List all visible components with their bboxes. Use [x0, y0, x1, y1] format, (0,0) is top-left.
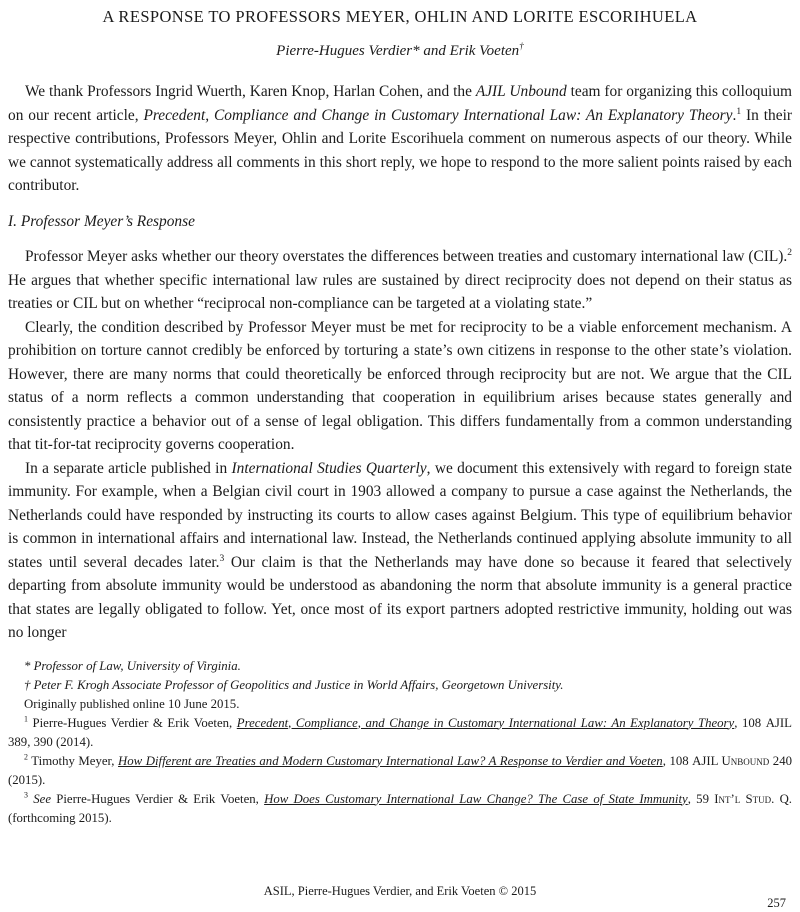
text-run: I. Professor Meyer’s Response [8, 212, 195, 230]
text-run: We thank Professors Ingrid Wuerth, Karen Knop, Harlan Cohen, and the [25, 83, 476, 100]
section-heading [8, 210, 792, 234]
text-run: Precedent, Compliance and Change in Customary International Law: An Explanatory Theory [143, 106, 733, 124]
footnote-ref: 2 [787, 246, 792, 258]
text-run: (forthcoming 2015). [8, 810, 112, 825]
body-paragraph [8, 316, 792, 457]
text-run: AJIL Unbound [692, 753, 770, 768]
footnote-link[interactable]: How Does Customary International Law Change? The Case of State Immunity [264, 791, 688, 806]
text-run: AJIL [765, 715, 792, 730]
text-run: Professor Meyer asks whether our theory overstates the differences between treaties and customary international law (CIL). [25, 248, 788, 265]
text-run: Pierre-Hugues Verdier & Erik Voeten, [27, 715, 237, 730]
page-number: 257 [767, 896, 786, 910]
text-run: † Peter F. Krogh Associate Professor of Geopolitics and Justice in World Affairs, Georgetown University. [24, 677, 564, 692]
text-run: 389, 390 (2014). [8, 734, 94, 749]
footnote-ref: 1 [736, 105, 742, 117]
footnote-ref: 3 [24, 790, 28, 800]
footnote [8, 752, 792, 790]
text-run: He argues that whether specific international law rules are sustained by direct reciprocity does not depend on their status as treaties or CIL but on whether “reciprocal non-compliance can be targeted at a violating state.” [8, 271, 792, 312]
copyright-line: ASIL, Pierre-Hugues Verdier, and Erik Voeten © 2015 [263, 884, 537, 898]
text-run: Pierre-Hugues Verdier & Erik Voeten, [51, 791, 265, 806]
text-run: See [33, 791, 51, 806]
article-body [8, 80, 792, 645]
footnote-link[interactable]: Precedent, Compliance, and Change in Customary International Law: An Explanatory Theory [236, 715, 735, 730]
footnote [8, 676, 792, 695]
text-run: Originally published online 10 June 2015. [24, 696, 240, 711]
footnote [8, 695, 792, 714]
footnote-ref: 1 [24, 714, 28, 724]
text-run: Int’l Stud. Q. [714, 791, 793, 806]
body-paragraph [8, 80, 792, 198]
text-run: * Professor of Law, University of Virginia. [24, 658, 241, 673]
text-run: Our claim is that the Netherlands may have done so because it feared that selectively departing from absolute immunity would be understood as abandoning the norm that absolute immunity is a general practice that states are legally obligated to follow. Yet, once most of its export partners adopted restrictive immunity, holding out was no longer [8, 553, 792, 641]
text-run: International Studies Quarterly [231, 459, 427, 477]
footnotes-section [8, 657, 792, 828]
footnote [8, 714, 792, 752]
text-run: , 59 [687, 791, 715, 806]
footnote [8, 790, 792, 828]
text-run: . [732, 106, 737, 124]
text-run: team for organizing this colloquium on our recent article, [8, 83, 792, 124]
footnote-link[interactable]: How Different are Treaties and Modern Customary International Law? A Response to Verdier and Voeten [118, 753, 663, 768]
text-run: In their respective contributions, Professors Meyer, Ohlin and Lorite Escorihuela comment on numerous aspects of our theory. While we cannot systematically address all comments in this short reply, we hope to respond to the more salient points raised by each contributor. [8, 106, 792, 194]
footnote-ref: † [519, 42, 524, 52]
text-run: 240 (2015). [8, 753, 793, 787]
footnote [8, 657, 792, 676]
text-run: Timothy Meyer, [27, 753, 119, 768]
footnote-ref: 3 [219, 552, 225, 564]
body-paragraph [8, 245, 792, 316]
text-run: , 108 [734, 715, 766, 730]
article-title: A RESPONSE TO PROFESSORS MEYER, OHLIN AND LORITE ESCORIHUELA [102, 7, 698, 26]
text-run: In a separate article published in [25, 459, 232, 477]
text-run: , we document this extensively with regard to foreign state immunity. For example, when a Belgian civil court in 1903 allowed a company to pursue a case against the Netherlands, the Netherlands could have responded by instructing its courts to allow cases against Belgium. This type of equilibrium behavior is common in international affairs and international law. Instead, the Netherlands continued applying absolute immunity to all states until several decades later. [8, 459, 792, 571]
text-run: Clearly, the condition described by Professor Meyer must be met for reciprocity to be a viable enforcement mechanism. A prohibition on torture cannot credibly be enforced by torturing a state’s own citizens in response to the other state’s violation. However, there are many norms that could theoretically be enforced through reciprocity but are not. We argue that the CIL status of a norm reflects a common understanding that cooperation in equilibrium arises because states generally and consistently practice a behavior out of a sense of legal obligation. This differs fundamentally from a common understanding that tit-for-tat reciprocity governs cooperation. [8, 318, 792, 453]
footnote-ref: 2 [24, 752, 28, 762]
text-run: Pierre-Hugues Verdier* and Erik Voeten [276, 43, 520, 59]
article-byline [8, 41, 792, 61]
text-run: AJIL Unbound [475, 83, 567, 100]
text-run: , 108 [662, 753, 693, 768]
body-paragraph [8, 457, 792, 645]
